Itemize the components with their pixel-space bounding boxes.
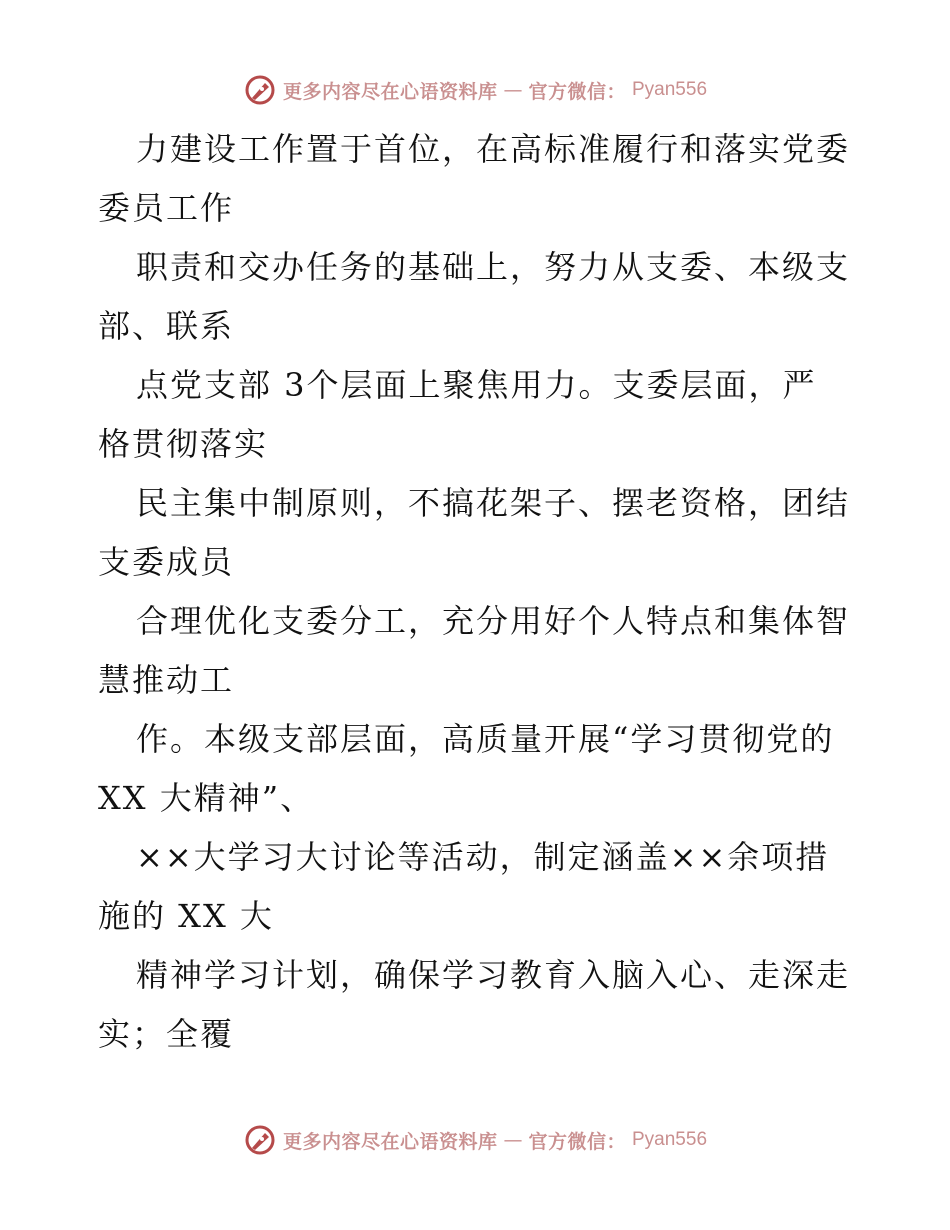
text-line: 点党支部 3个层面上聚焦用力。支委层面，严 xyxy=(136,366,817,404)
text-line: XX 大精神”、 xyxy=(98,779,315,817)
text-line: 实；全覆 xyxy=(98,1015,235,1053)
text-line: 格贯彻落实 xyxy=(98,425,269,463)
watermark-id: Pyan556 xyxy=(632,1129,708,1150)
text-line: 作。本级支部层面，高质量开展“学习贯彻党的 xyxy=(136,720,835,758)
watermark-text: 更多内容尽在心语资料库 xyxy=(282,1130,498,1153)
footer-watermark xyxy=(0,1120,950,1160)
watermark-official: 官方微信： xyxy=(528,80,626,103)
watermark-separator: — xyxy=(503,1129,523,1151)
text-line: 合理优化支委分工，充分用好个人特点和集体智 xyxy=(136,602,851,640)
text-line: 力建设工作置于首位，在高标准履行和落实党委 xyxy=(136,130,851,168)
text-line: ××大学习大讨论等活动，制定涵盖××余项措 xyxy=(136,838,830,876)
header-watermark xyxy=(0,70,950,110)
pen-nib-circle-icon xyxy=(243,1123,277,1157)
text-line: 部、联系 xyxy=(98,307,235,345)
watermark-separator: — xyxy=(503,79,523,101)
text-line: 支委成员 xyxy=(98,543,235,581)
text-line: 职责和交办任务的基础上，努力从支委、本级支 xyxy=(136,248,851,286)
text-line: 精神学习计划，确保学习教育入脑入心、走深走 xyxy=(136,956,851,994)
text-line: 施的 XX 大 xyxy=(98,897,274,935)
document-body xyxy=(98,120,858,1064)
text-line: 委员工作 xyxy=(98,189,235,227)
pen-nib-circle-icon xyxy=(243,73,277,107)
watermark-text: 更多内容尽在心语资料库 xyxy=(282,80,498,103)
text-line: 民主集中制原则，不搞花架子、摆老资格，团结 xyxy=(136,484,851,522)
watermark-id: Pyan556 xyxy=(632,79,708,100)
watermark-official: 官方微信： xyxy=(528,1130,626,1153)
text-line: 慧推动工 xyxy=(98,661,235,699)
